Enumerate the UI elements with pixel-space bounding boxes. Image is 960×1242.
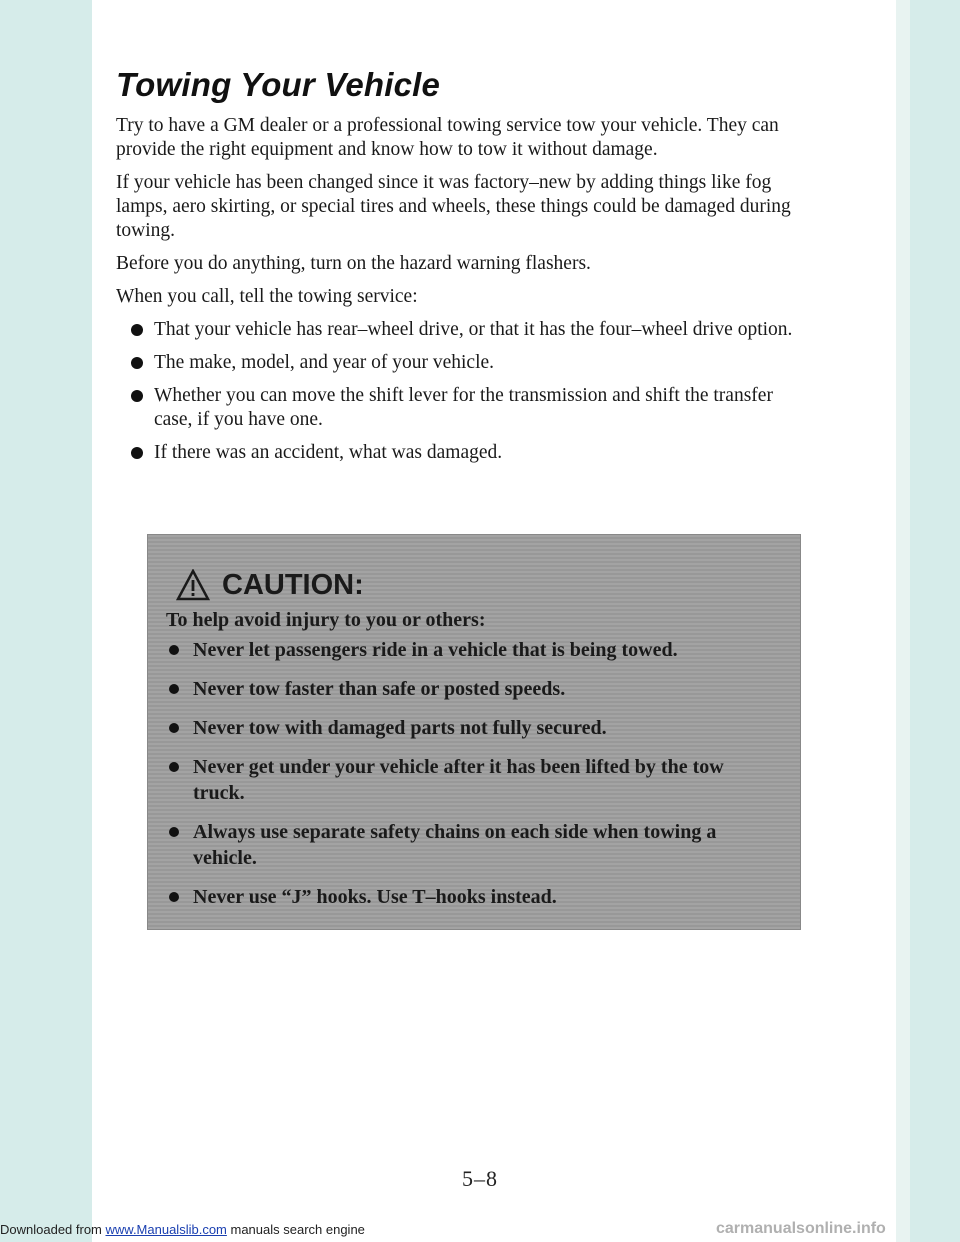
- body-text: [116, 114, 806, 474]
- list-item-text: If there was an accident, what was damaged.: [154, 442, 503, 463]
- paragraph: Before you do anything, turn on the hazard warning flashers.: [116, 253, 591, 274]
- paragraph: When you call, tell the towing service:: [116, 286, 418, 307]
- caution-item: [166, 884, 776, 910]
- caution-box: [147, 534, 801, 930]
- caution-list: [166, 637, 776, 923]
- list-item: [116, 384, 806, 432]
- bullet-icon: [131, 447, 143, 459]
- bullet-icon: [131, 390, 143, 402]
- bullet-icon: [131, 357, 143, 369]
- page-number: 5–8: [462, 1166, 498, 1191]
- caution-item: [166, 715, 776, 741]
- download-footer: [0, 1222, 365, 1237]
- caution-title: CAUTION:: [222, 568, 364, 601]
- paragraph: Try to have a GM dealer or a professional towing service tow your vehicle. They can provide the right equipment and know how to tow it without damage.: [116, 115, 779, 160]
- bullet-icon: [169, 827, 179, 837]
- section-heading: Towing Your Vehicle: [116, 66, 441, 103]
- caution-item-text: Never get under your vehicle after it has been lifted by the tow truck.: [193, 756, 724, 804]
- list-item-text: The make, model, and year of your vehicle.: [154, 352, 495, 373]
- bullet-icon: [131, 324, 143, 336]
- caution-item-text: Never tow with damaged parts not fully secured.: [193, 717, 607, 739]
- page-edge: [896, 0, 910, 1242]
- caution-item: [166, 637, 776, 663]
- list-item-text: That your vehicle has rear–wheel drive, or that it has the four–wheel drive option.: [154, 319, 793, 340]
- bullet-icon: [169, 645, 179, 655]
- caution-intro: To help avoid injury to you or others:: [166, 609, 486, 631]
- bullet-icon: [169, 892, 179, 902]
- caution-item-text: Never let passengers ride in a vehicle that is being towed.: [193, 639, 678, 661]
- watermark: carmanualsonline.info: [716, 1220, 886, 1237]
- towing-info-list: [116, 318, 806, 465]
- paragraph: If your vehicle has been changed since it was factory–new by adding things like fog lamps, aero skirting, or special tires and wheels, these things could be damaged during towing.: [116, 172, 791, 241]
- list-item: [116, 351, 806, 375]
- bullet-icon: [169, 684, 179, 694]
- list-item: [116, 318, 806, 342]
- footer-prefix: Downloaded from: [0, 1222, 106, 1237]
- warning-triangle-icon: [176, 569, 210, 601]
- caution-item-text: Never tow faster than safe or posted speeds.: [193, 678, 566, 700]
- list-item: [116, 441, 806, 465]
- list-item-text: Whether you can move the shift lever for the transmission and shift the transfer case, if you have one.: [154, 385, 773, 430]
- footer-suffix: manuals search engine: [226, 1222, 365, 1237]
- caution-item-text: Always use separate safety chains on each side when towing a vehicle.: [193, 821, 717, 869]
- caution-item: [166, 754, 776, 806]
- caution-item: [166, 676, 776, 702]
- bullet-icon: [169, 762, 179, 772]
- bullet-icon: [169, 723, 179, 733]
- caution-item: [166, 819, 776, 871]
- caution-item-text: Never use “J” hooks. Use T–hooks instead.: [193, 886, 557, 908]
- manualslib-link[interactable]: www.Manualslib.com: [105, 1222, 227, 1237]
- caution-header: [176, 563, 364, 607]
